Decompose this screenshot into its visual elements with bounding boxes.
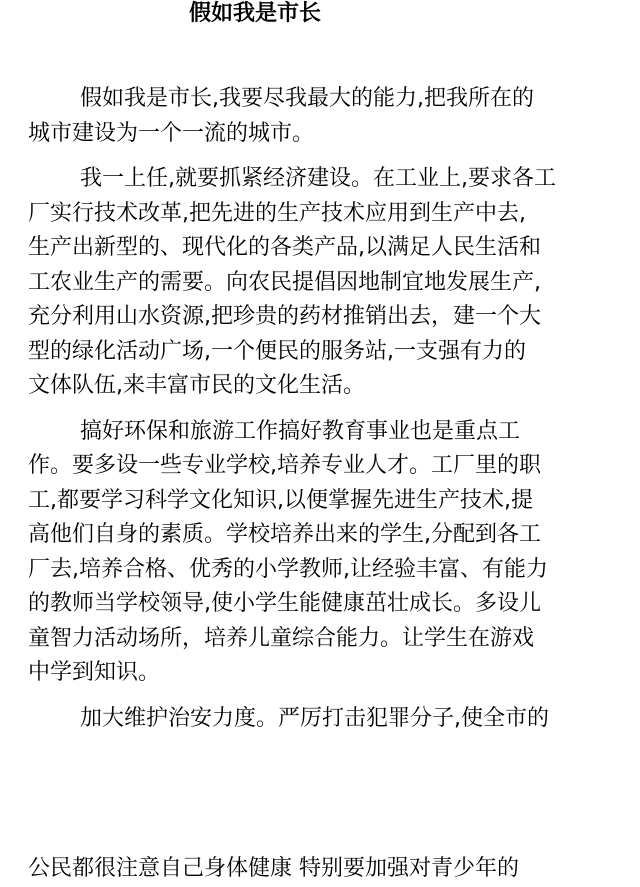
text-line: 中学到知识。 bbox=[28, 660, 161, 685]
paragraph-3 bbox=[28, 415, 610, 691]
paragraph-4 bbox=[28, 702, 610, 737]
text-line: 厂去,培养合格、优秀的小学教师,让经验丰富、有能力 bbox=[28, 556, 548, 582]
text-line: 文体队伍,来丰富市民的文化生活。 bbox=[28, 373, 365, 398]
text-line: 工,都要学习科学文化知识,以便掌握先进生产技术,提 bbox=[28, 487, 533, 513]
text-line: 生产出新型的、现代化的各类产品,以满足人民生活和 bbox=[28, 235, 541, 260]
text-line: 充分利用山水资源,把珍贵的药材推销出去，建一个大 bbox=[28, 304, 541, 329]
text-line: 高他们自身的素质。学校培养出来的学生,分配到各工 bbox=[28, 522, 541, 547]
document-body bbox=[28, 82, 610, 736]
text-line: 我一上任,就要抓紧经济建设。在工业上,要求各工 bbox=[80, 166, 556, 191]
text-line: 厂实行技术改革,把先进的生产技术应用到生产中去, bbox=[28, 200, 526, 226]
text-line: 假如我是市长,我要尽我最大的能力,把我所在的 bbox=[80, 86, 534, 111]
text-line: 型的绿化活动广场,一个便民的服务站,一支强有力的 bbox=[28, 338, 526, 364]
cut-off-text-line: 公民都很注意自己身体健康 特别要加强对青少年的 bbox=[28, 856, 519, 881]
text-line: 工农业生产的需要。向农民提倡因地制宜地发展生产, bbox=[28, 269, 541, 295]
text-line: 的教师当学校领导,使小学生能健康茁壮成长。多设儿 bbox=[28, 591, 541, 616]
text-line: 城市建设为一个一流的城市。 bbox=[28, 120, 315, 146]
paragraph-1 bbox=[28, 82, 610, 151]
text-line: 童智力活动场所，培养儿童综合能力。让学生在游戏 bbox=[28, 625, 535, 651]
paragraph-2 bbox=[28, 162, 610, 404]
text-line: 作。要多设一些专业学校,培养专业人才。工厂里的职 bbox=[28, 453, 541, 478]
text-line: 加大维护治安力度。严厉打击犯罪分子,使全市的 bbox=[80, 705, 549, 731]
document-title: 假如我是市长 bbox=[188, 1, 321, 26]
text-line: 搞好环保和旅游工作搞好教育事业也是重点工 bbox=[80, 418, 521, 444]
